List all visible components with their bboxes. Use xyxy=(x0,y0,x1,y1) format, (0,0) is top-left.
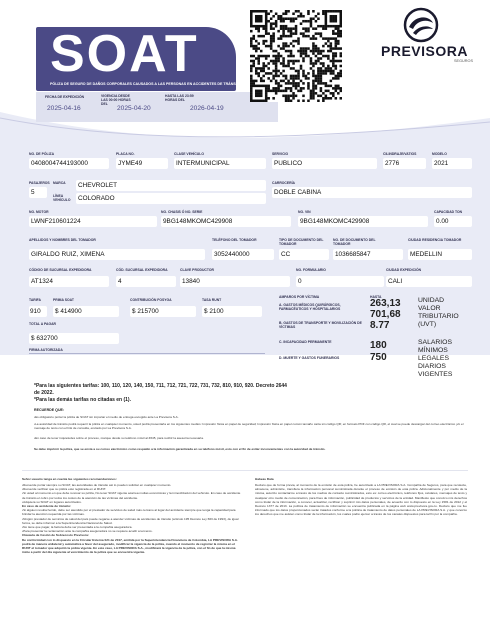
telefono-label: TELÉFONO DEL TOMADOR xyxy=(212,238,257,242)
desde-value: 2025-04-20 xyxy=(117,105,151,112)
tomador-label: APELLIDOS Y NOMBRES DEL TOMADOR xyxy=(29,238,96,242)
recuerde-title: RECUERDE QUE: xyxy=(34,408,65,412)
cod-clave-value: 4 xyxy=(118,278,122,285)
amparo-d-value: 750 xyxy=(370,352,387,363)
servicio-label: SERVICIO xyxy=(272,152,289,156)
tarifa-value: 910 xyxy=(30,308,41,315)
pasajeros-label: PASAJEROS xyxy=(29,181,50,185)
ciudad-exp-label: CIUDAD EXPEDICIÓN xyxy=(386,268,422,272)
marca-label: MARCA xyxy=(53,181,66,185)
telefono-value: 3052440000 xyxy=(214,251,250,258)
capacidad-value: 0.00 xyxy=(436,218,449,225)
previsora-logo-icon xyxy=(403,7,439,43)
amparo-b-label: B. GASTOS DE TRANSPORTE Y MOVILIZACIÓN DE VÍCTIMAS xyxy=(279,321,362,329)
footer-recommendation: •No tiene que pagar, la factura debe ser presentada a la compañía aseguradora. xyxy=(22,525,133,530)
cod-clave-label: CÓD. SUCURSAL EXPEDIDORA xyxy=(116,268,168,272)
tarifa-label: TARIFA xyxy=(29,298,41,302)
footer-recommendation: •Adquiera su SOAT en lugares autorizados. xyxy=(22,499,82,504)
tipo-doc-label: TIPO DE DOCUMENTO DEL TOMADOR xyxy=(279,238,324,246)
brand-subtitle: SEGUROS xyxy=(454,59,473,63)
soat-logo-block xyxy=(36,25,242,91)
vin-value: 9BG148MKOMC429908 xyxy=(300,218,370,225)
motor-label: NO. MOTOR xyxy=(29,210,49,214)
footer-recommendation: •Para presentar la reclamación ante la compañía aseguradora no se requiere acudir a terceros. xyxy=(22,529,153,534)
marca-value: CHEVROLET xyxy=(78,182,118,189)
firma-label: FIRMA AUTORIZADA xyxy=(29,348,63,352)
tasa-runt-value: $ 2100 xyxy=(204,308,224,315)
note-bullet-2: •La autoridad de tránsito podrá requerir la póliza en cualquier momento, usted podrá presentarla en los siguientes medios: Impresión física en papel de seguridad; Impresión física en papel común tamaño carta sin código QR; en formato PDF con código QR, el cual se puede descargar del correo electrónico y/o el mensaje de texto con el link de consulta, enviado por La Previsora S.A. xyxy=(34,422,464,431)
prima-label: PRIMA SOAT xyxy=(53,298,74,302)
clase-value: INTERMUNICIPAL xyxy=(176,160,230,167)
amparo-c-label: C. INCAPACIDAD PERMANENTE xyxy=(279,340,332,344)
total-value: $ 632700 xyxy=(31,335,58,342)
unit-smldv: SALARIOS MÍNIMOS LEGALES DIARIOS VIGENTES xyxy=(418,339,453,378)
chasis-value: 9BG148MKOMC429908 xyxy=(163,218,233,225)
expedicion-value: 2025-04-16 xyxy=(47,105,81,112)
chasis-label: NO. CHASIS Ó NO. SERIE xyxy=(161,210,203,214)
placa-label: PLACA NO. xyxy=(116,152,135,156)
contribucion-value: $ 215700 xyxy=(132,308,159,315)
hasta-value: 2026-04-19 xyxy=(190,105,224,112)
poliza-label: NO. DE PÓLIZA xyxy=(29,152,55,156)
habeas-title: Habeas Data xyxy=(255,477,274,481)
amparo-a-value: 263,13 xyxy=(370,298,401,309)
no-formulario-value: 0 xyxy=(298,278,302,285)
contribucion-label: CONTRIBUCIÓN FOSYGA xyxy=(130,298,172,302)
footer-recommendation: En caso de accidente de tránsito: xyxy=(22,504,72,509)
modelo-value: 2021 xyxy=(434,160,449,167)
prima-value: $ 414900 xyxy=(55,308,82,315)
clave-productor-label: CLAVE PRODUCTOR xyxy=(180,268,214,272)
linea-value: COLORADO xyxy=(78,195,115,202)
note-bullet-1: •Es obligatorio portar la póliza de SOAT sin importar el medio de entrega escogido ante La Previsora S.A. xyxy=(34,415,179,419)
unit-uvt: UNIDAD VALOR TRIBUTARIO (UVT) xyxy=(418,297,459,328)
vin-label: NO. VIN xyxy=(298,210,311,214)
clase-label: CLASE VEHÍCULO xyxy=(174,152,204,156)
footer-recommendation: •Si usted al momento en que debe renovar su póliza, No tener SOAT vigente acarrea multas económicas y la inmovilización del vehículo. En caso de accidente de tránsito el cobro por todos los costos de la atención de las víctimas del accidente. xyxy=(22,491,241,500)
capacidad-label: CAPACIDAD TON xyxy=(434,210,463,214)
tipo-doc-value: CC xyxy=(281,251,291,258)
brand-name: PREVISORA xyxy=(381,43,468,59)
qr-code xyxy=(250,10,342,102)
footer-intro: Señor usuario tenga en cuenta las siguientes recomendaciones: xyxy=(22,477,117,481)
habeas-text: Declaro que de forma previa, al momento de la emisión de esta póliza, he autorizado a LA PREVISORA S.A. Compañía de Seguros, para que recolecte, almacene, administre, transfiera la información personal suministrada durante el proceso de emisión de esta póliza. Adicionalmente y por medio de la misma, autorizo contactarme a través de los medios de contacto suministrados, esto es: correo electrónico, teléfonos fijos, celulares, mensajes de texto y cualquier otro medio de comunicación, para fines de información, publicidad de productos y servicios de la entidad. Manifiesto que conozco mis derechos como titular de la información, a conocer, actualizar, rectificar y suprimir mis datos personales, de acuerdo con lo dispuesto en la Ley 1581 de 2012 y el Decreto 1377 de 2013. La política de tratamiento de información se encuentra publicada en la página web www.previsora.gov.co. Declaro que me fue informado que los datos proporcionados serán tratados conforme a la política de tratamiento de datos personales de LA PREVISORA S.A. y que conozco los derechos que me asisten como titular de la información, los cuales podré ejercer a través de los canales dispuestos para tal fin por la compañía. xyxy=(255,483,467,517)
modelo-label: MODELO xyxy=(432,152,447,156)
amparo-a-label: A. GASTOS MÉDICOS QUIRÚRGICOS, FARMACÉUTICOS Y HOSPITALARIOS xyxy=(279,303,341,311)
tomador-value: GIRALDO RUIZ, XIMENA xyxy=(31,251,105,258)
tasa-runt-label: TASA RUNT xyxy=(202,298,222,302)
pasajeros-value: 5 xyxy=(31,189,35,196)
servicio-value: PUBLICO xyxy=(274,160,303,167)
placa-value: JYME49 xyxy=(118,160,143,167)
tariff-note-2: *Para las demás tarifas no citadas en (1). xyxy=(34,397,131,403)
num-doc-value: 1036685847 xyxy=(335,251,371,258)
num-doc-label: NO. DE DOCUMENTO DEL TOMADOR xyxy=(333,238,376,246)
linea-label: LÍNEA VEHÍCULO xyxy=(53,194,71,202)
ciudad-res-label: CIUDAD RESIDENCIA TOMADOR xyxy=(408,238,462,242)
total-label: TOTAL A PAGAR xyxy=(29,322,56,326)
no-formulario-label: NO. FORMULARIO xyxy=(296,268,326,272)
amparo-b2-value: 8.77 xyxy=(370,320,390,331)
cilindraje-value: 2776 xyxy=(385,160,400,167)
amparo-b-value: 701,68 xyxy=(370,309,401,320)
soat-logo: SOAT xyxy=(50,25,199,83)
footer-recommendation: Cláusula de Cesión de Sobrecosto Previsora: xyxy=(22,533,89,538)
hasta-label: HASTA LAS 23:59 HORAS DEL xyxy=(165,94,194,102)
desde-label: VIGENCIA DESDE LAS 00:00 HORAS DEL xyxy=(101,94,131,106)
poliza-value: 0408004744193000 xyxy=(31,160,88,167)
footer-recommendation: •Ningún prestador de servicios de salud del país puede negarse a atender víctimas de accidentes de tránsito (artículo 195 Decreto Ley 663 de 1993), de igual forma, se debe informar a la Superintendencia Nacional de Salud. xyxy=(22,516,239,525)
motor-value: LWNF210601224 xyxy=(31,218,81,225)
ciudad-res-value: MEDELLIN xyxy=(410,251,442,258)
footer-left-list xyxy=(22,483,242,554)
footer-recommendation: •Recuerde portar siempre su SOAT, las autoridades de tránsito así lo pueden solicitar en cualquier momento. xyxy=(22,483,172,487)
ciudad-exp-value: CALI xyxy=(388,278,403,285)
footer-recommendation: •Recuerde verificar que su póliza esté registrada en el RUNT. xyxy=(22,487,107,492)
footer-recommendation: De conformidad con lo dispuesto en la Circular Externa 021 de 2017, emitida por la Superintendencia Financiera de Colombia, LA PREVISORA S.A. podrá de manera unilateral y automática a favor del asegurado, modificar la vigencia de la póliza, cuando el momento de registrar la misma en el RUNT el tomador que adquirió la póliza vigente. En este caso, LA PREVISORA S.A., modificará la vigencia de la póliza, con el fin de que la misma inicie a partir del día siguiente al vencimiento de la póliza que se encuentra vigente. xyxy=(22,537,238,555)
hasta-header: HASTA xyxy=(370,295,382,299)
note-bullet-3: •En caso de tener inquietudes sobre el proceso, marque desde su teléfono móvil al #345, para recibir la asesoría necesaria. xyxy=(34,436,204,440)
amparos-header: AMPAROS POR VÍCTIMA xyxy=(279,295,320,299)
tariff-note: *Para las siguientes tarifas: 100, 110, 120, 140, 150, 711, 712, 721, 722, 731, 732, 810, 910, 920. Decreto 2644 de 2022. xyxy=(34,383,287,396)
cod-sucursal-label: CÓDIGO DE SUCURSAL EXPEDIDORA xyxy=(29,268,92,272)
footer-recommendation: •Si alguien resulta herido, debe ser atendido por el prestador de servicios de salud más cercano al lugar del accidente siempre que tenga la capacidad para brindar la atención requerida por las víctimas. xyxy=(22,508,236,517)
amparo-c-value: 180 xyxy=(370,340,387,351)
amparo-d-label: D. MUERTE Y GASTOS FUNERARIOS xyxy=(279,356,340,360)
soat-subtitle: PÓLIZA DE SEGURO DE DAÑOS CORPORALES CAUSADOS A LAS PERSONAS EN ACCIDENTES DE TRÁNSITO xyxy=(50,82,242,86)
carroceria-label: CARROCERÍA xyxy=(272,181,295,185)
cilindraje-label: CILINDRAJE/VATIOS xyxy=(383,152,417,156)
clave-productor-value: 13840 xyxy=(182,278,200,285)
note-warning: Se debe imprimir la póliza, que se envía a su correo electrónico como respaldo a la información garantizada en su teléfono móvil, esto con el fin de evitar inconvenientes con la autoridad de tránsito. xyxy=(34,447,326,451)
expedicion-label: FECHA DE EXPEDICIÓN xyxy=(45,95,85,99)
cod-sucursal-value: AT1324 xyxy=(31,278,53,285)
carroceria-value: DOBLE CABINA xyxy=(274,189,322,196)
data-panel-bg xyxy=(0,140,490,355)
